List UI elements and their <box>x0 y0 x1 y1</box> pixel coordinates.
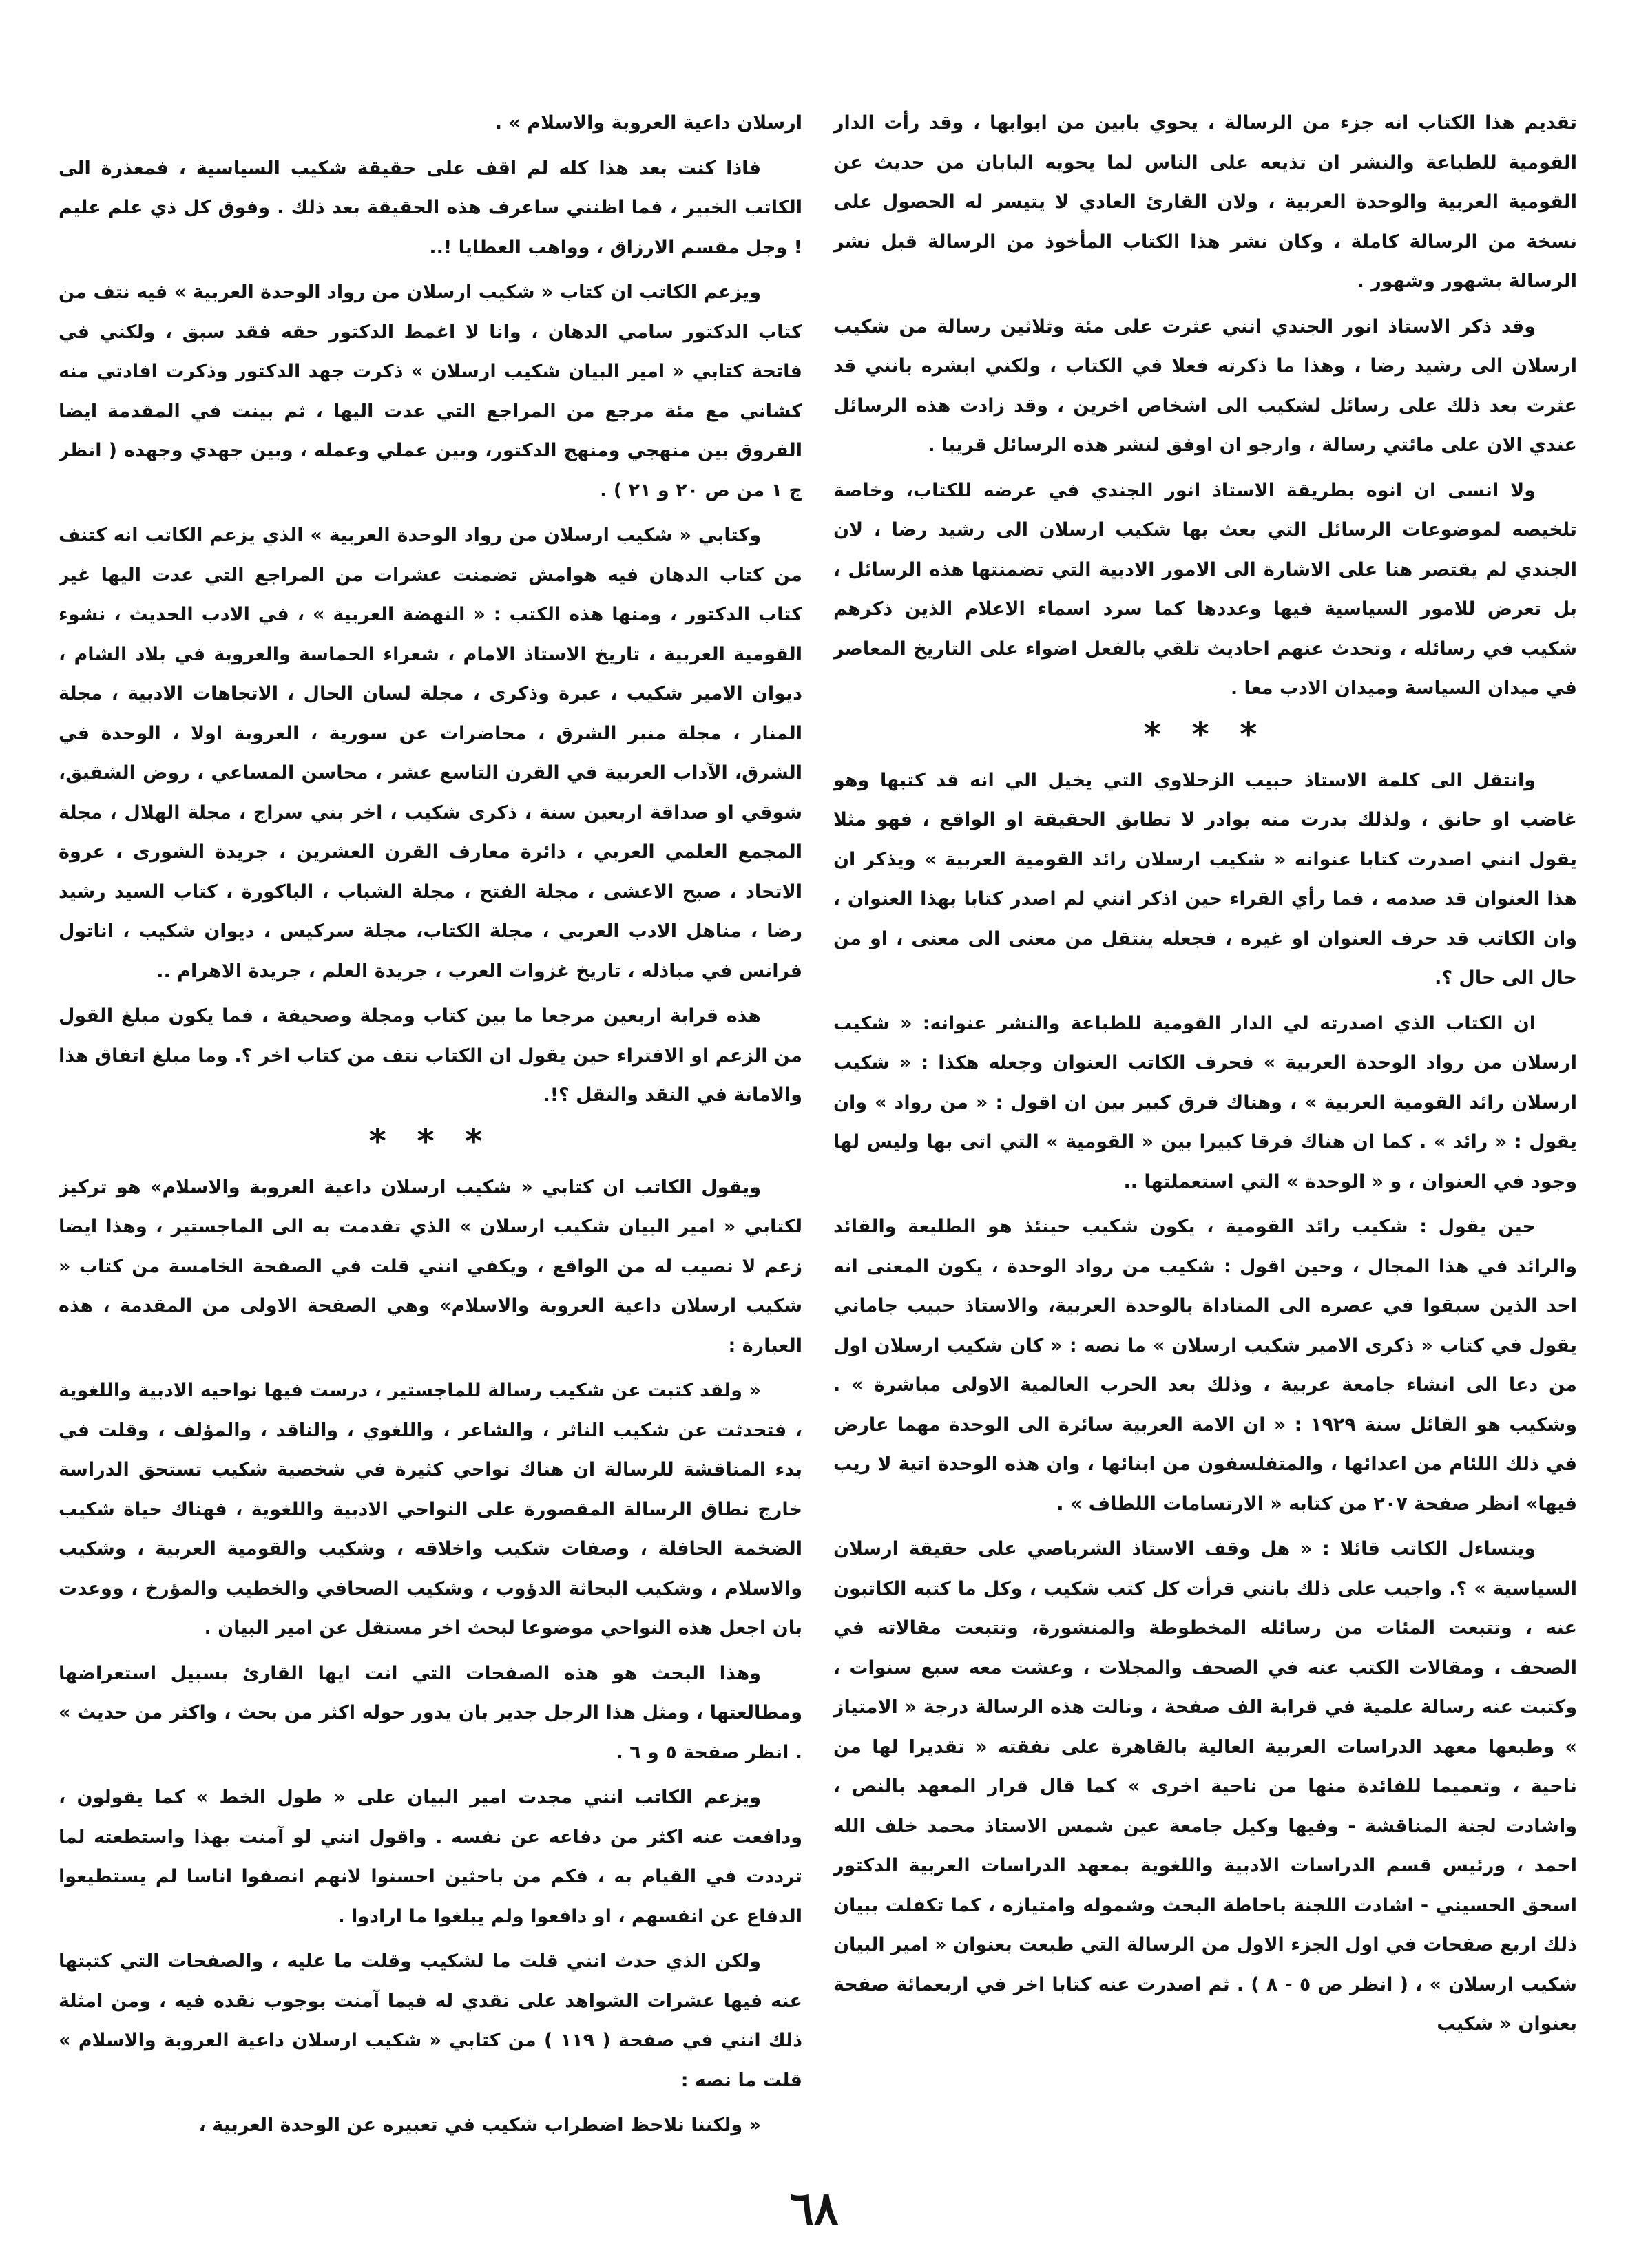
paragraph: ارسلان داعية العروبة والاسلام » . <box>494 112 802 134</box>
left-column <box>59 103 802 2155</box>
paragraph: فاذا كنت بعد هذا كله لم اقف على حقيقة شكيب السياسية ، فمعذرة الى الكاتب الخبير ، فما اظنني ساعرف هذه الحقيقة بعد ذلك . وفوق كل ذي علم عليم ! وجل مقسم الارزاق ، وواهب العطايا !.. <box>59 157 802 258</box>
paragraph: وكتابي « شكيب ارسلان من رواد الوحدة العربية » الذي يزعم الكاتب انه كتنف من كتاب الدهان فيه هوامش تضمنت عشرات من المراجع التي عدت اليها غير كتاب الدكتور ، ومنها هذه الكتب : « النهضة العربية » ، في الادب الحديث ، نشوء القومية العربية ، تاريخ الاستاذ الامام ، شعراء الحماسة والعروبة في بلاد الشام ، ديوان الامير شكيب ، عبرة وذكرى ، مجلة لسان الحال ، الاتجاهات الادبية ، مجلة المنار ، مجلة منبر الشرق ، محاضرات عن سورية ، العروبة اولا ، الوحدة في الشرق، الآداب العربية في القرن التاسع عشر ، محاسن المساعي ، روض الشقيق، شوقي او صداقة اربعين سنة ، ذكرى شكيب ، اخر بني سراج ، مجلة الهلال ، مجلة المجمع العلمي العربي ، دائرة معارف القرن العشرين ، جريدة الشورى ، عروة الاتحاد ، صبح الاعشى ، مجلة الفتح ، مجلة الشباب ، الباكورة ، كتاب السيد رشيد رضا ، مناهل الادب العربي ، مجلة الكتاب، مجلة سركيس ، ديوان شكيب ، اناتول فرانس في مباذله ، تاريخ غزوات العرب ، جريدة العلم ، جريدة الاهرام .. <box>59 525 802 982</box>
paragraph: ويتساءل الكاتب قائلا : « هل وقف الاستاذ الشرباصي على حقيقة ارسلان السياسية » ؟. واجيب على ذلك بانني قرأت كل كتب شكيب ، وكل ما كتبه الكاتبون عنه ، وتتبعت المئات من رسائله المخطوطة والمنشورة، وتتبعت مقالاته في الصحف ، ومقالات الكتب عنه في الصحف والمجلات ، وعشت معه سبع سنوات ، وكتبت عنه رسالة علمية في قرابة الف صفحة ، ونالت هذه الرسالة درجة « الامتياز » وطبعها معهد الدراسات العربية العالية بالقاهرة على نفقته « تقديرا لها من ناحية ، وتعميما للفائدة منها من ناحية اخرى » كما قال قرار المعهد بالنص ، واشادت لجنة المناقشة - وفيها وكيل جامعة عين شمس الاستاذ محمد خلف الله احمد ، ورئيس قسم الدراسات الادبية واللغوية بمعهد الدراسات العربية الدكتور اسحق الحسيني - اشادت اللجنة باحاطة البحث وشموله وامتيازه ، كما تكفلت ببيان ذلك اربع صفحات في اول الجزء الاول من الرسالة التي طبعت بعنوان « امير البيان شكيب ارسلان » ، ( انظر ص ٥ - ٨ ) . ثم اصدرت عنه كتابا اخر في اربعمائة صفحة بعنوان « شكيب <box>833 1538 1577 2035</box>
paragraph: وانتقل الى كلمة الاستاذ حبيب الزحلاوي التي يخيل الي انه قد كتبها وهو غاضب او حانق ، ولذلك بدرت منه بوادر لا تطابق الحقيقة او الواقع ، فهو مثلا يقول انني اصدرت كتابا عنوانه « شكيب ارسلان رائد القومية العربية » ويذكر ان هذا العنوان قد صدمه ، فما رأي القراء حين اذكر انني لم اصدر كتابا بهذا العنوان ، وان الكاتب قد حرف العنوان او غيره ، فجعله ينتقل من معنى الى معنى ، او من حال الى حال ؟. <box>833 769 1577 989</box>
paragraph: ولكن الذي حدث انني قلت ما لشكيب وقلت ما عليه ، والصفحات التي كتبتها عنه فيها عشرات الشواهد على نقدي له فيما آمنت بوجوب نقده فيه ، ومن امثلة ذلك انني في صفحة ( ١١٩ ) من كتابي « شكيب ارسلان داعية العروبة والاسلام » قلت ما نصه : <box>59 1951 802 2091</box>
page-number: ٦٨ <box>789 2181 839 2235</box>
right-column <box>833 103 1577 2155</box>
paragraph: حين يقول : شكيب رائد القومية ، يكون شكيب حينئذ هو الطليعة والقائد والرائد في هذا المجال ، وحين اقول : شكيب من رواد الوحدة ، يكون المعنى انه احد الذين سبقوا في عصره الى المناداة بالوحدة العربية، والاستاذ حبيب جاماني يقول في كتاب « ذكرى الامير شكيب ارسلان » ما نصه : « كان شكيب ارسلان اول من دعا الى انشاء جامعة عربية ، وذلك بعد الحرب العالمية الاولى مباشرة » . وشكيب هو القائل سنة ١٩٢٩ : « ان الامة العربية سائرة الى الوحدة مهما عارض في ذلك اللئام من اعدائها ، والمتفلسفون من ابنائها ، وان هذه الوحدة اتية لا ريب فيها» انظر صفحة ٢٠٧ من كتابه « الارتسامات اللطاف » . <box>833 1216 1577 1515</box>
paragraph: ويقول الكاتب ان كتابي « شكيب ارسلان داعية العروبة والاسلام» هو تركيز لكتابي « امير البيان شكيب ارسلان » الذي تقدمت به الى الماجستير ، وهذا ايضا زعم لا نصيب له من الواقع ، ويكفي انني قلت في الصفحة الخامسة من كتاب « شكيب ارسلان داعية العروبة والاسلام» وهي الصفحة الاولى من المقدمة ، هذه العبارة : <box>59 1176 802 1356</box>
section-separator: * * * <box>1143 715 1267 754</box>
paragraph: تقديم هذا الكتاب انه جزء من الرسالة ، يحوي بابين من ابوابها ، وقد رأت الدار القومية للطباعة والنشر ان تذيعه على الناس لما يحويه البابان من حديث عن القومية العربية والوحدة العربية ، ولان القارئ العادي لا يتيسر له الحصول على نسخة من الرسالة كاملة ، وكان نشر هذا الكتاب المأخوذ من الرسالة قبل نشر الرسالة بشهور وشهور . <box>833 112 1577 292</box>
paragraph: ويزعم الكاتب ان كتاب « شكيب ارسلان من رواد الوحدة العربية » فيه نتف من كتاب الدكتور سامي الدهان ، وانا لا اغمط الدكتور حقه فقد سبق ، ولكني في فاتحة كتابي « امير البيان شكيب ارسلان » ذكرت جهد الدكتور وذكرت افادتي منه كشاني مع مئة مرجع من المراجع التي عدت اليها ، ثم بينت في المقدمة ايضا الفروق بين منهجي ومنهج الدكتور، وبين عملي وعمله ، وبين جهدي وجهده ( انظر ج ١ من ص ٢٠ و ٢١ ) . <box>59 282 802 501</box>
paragraph: وهذا البحث هو هذه الصفحات التي انت ايها القارئ بسبيل استعراضها ومطالعتها ، ومثل هذا الرجل جدير بان يدور حوله اكثر من بحث ، واكثر من حديث » . انظر صفحة ٥ و ٦ . <box>59 1662 802 1763</box>
paragraph: ولا انسى ان انوه بطريقة الاستاذ انور الجندي في عرضه للكتاب، وخاصة تلخيصه لموضوعات الرسائل التي بعث بها شكيب ارسلان الى رشيد رضا ، لان الجندي لم يقتصر هنا على الاشارة الى الامور الادبية التي تضمنتها هذه الرسائل ، بل تعرض للامور السياسية فيها وعددها كما سرد اسماء الاعلام الذين ذكرهم شكيب في رسائله ، وتحدث عنهم احاديث تلقي بالفعل اضواء على التاريخ المعاصر في ميدان السياسة وميدان الادب معا . <box>833 479 1577 699</box>
section-separator: * * * <box>368 1122 492 1161</box>
paragraph: ويزعم الكاتب انني مجدت امير البيان على « طول الخط » كما يقولون ، ودافعت عنه اكثر من دفاعه عن نفسه . واقول انني لو آمنت بهذا واستطعته لما ترددت في القيام به ، فكم من باحثين احسنوا لانهم انصفوا اناسا لم يستطيعوا الدفاع عن انفسهم ، او دافعوا ولم يبلغوا ما ارادوا . <box>59 1787 802 1927</box>
paragraph: هذه قرابة اربعين مرجعا ما بين كتاب ومجلة وصحيفة ، فما يكون مبلغ القول من الزعم او الافتراء حين يقول ان الكتاب نتف من كتاب اخر ؟. وما مبلغ اتفاق هذا والامانة في النقد والنقل ؟!. <box>59 1005 802 1106</box>
paragraph: ان الكتاب الذي اصدرته لي الدار القومية للطباعة والنشر عنوانه: « شكيب ارسلان من رواد الوحدة العربية » فحرف الكاتب العنوان وجعله هكذا : « شكيب ارسلان رائد القومية العربية » ، وهناك فرق كبير بين ان اقول : « من رواد » وان يقول : « رائد » . كما ان هناك فرقا كبيرا بين « القومية » التي اتى بها وليس لها وجود في العنوان ، و « الوحدة » التي استعملتها .. <box>833 1012 1577 1193</box>
paragraph: « ولكننا نلاحظ اضطراب شكيب في تعبيره عن الوحدة العربية ، <box>198 2114 761 2136</box>
paragraph: « ولقد كتبت عن شكيب رسالة للماجستير ، درست فيها نواحيه الادبية واللغوية ، فتحدثت عن شكيب الناثر ، والشاعر ، واللغوي ، والناقد ، والمؤلف ، وقلت في بدء المناقشة للرسالة ان هناك نواحي كثيرة في شخصية شكيب تستحق الدراسة خارج نطاق الرسالة المقصورة على النواحي الادبية واللغوية ، فهناك حياة شكيب الضخمة الحافلة ، وصفات شكيب واخلاقه ، وشكيب والقومية العربية ، وشكيب والاسلام ، وشكيب البحاثة الدؤوب ، وشكيب الصحافي والخطيب والمؤرخ ، ووعدت بان اجعل هذه النواحي موضوعا لبحث اخر مستقل عن امير البيان . <box>59 1380 802 1639</box>
paragraph: وقد ذكر الاستاذ انور الجندي انني عثرت على مئة وثلاثين رسالة من شكيب ارسلان الى رشيد رضا ، وهذا ما ذكرته فعلا في الكتاب ، ولكني ابشره بانني قد عثرت بعد ذلك على رسائل لشكيب الى اشخاص اخرين ، وقد زادت هذه الرسائل عندي الان على مائتي رسالة ، وارجو ان اوفق لنشر هذه الرسائل قريبا . <box>833 315 1577 456</box>
